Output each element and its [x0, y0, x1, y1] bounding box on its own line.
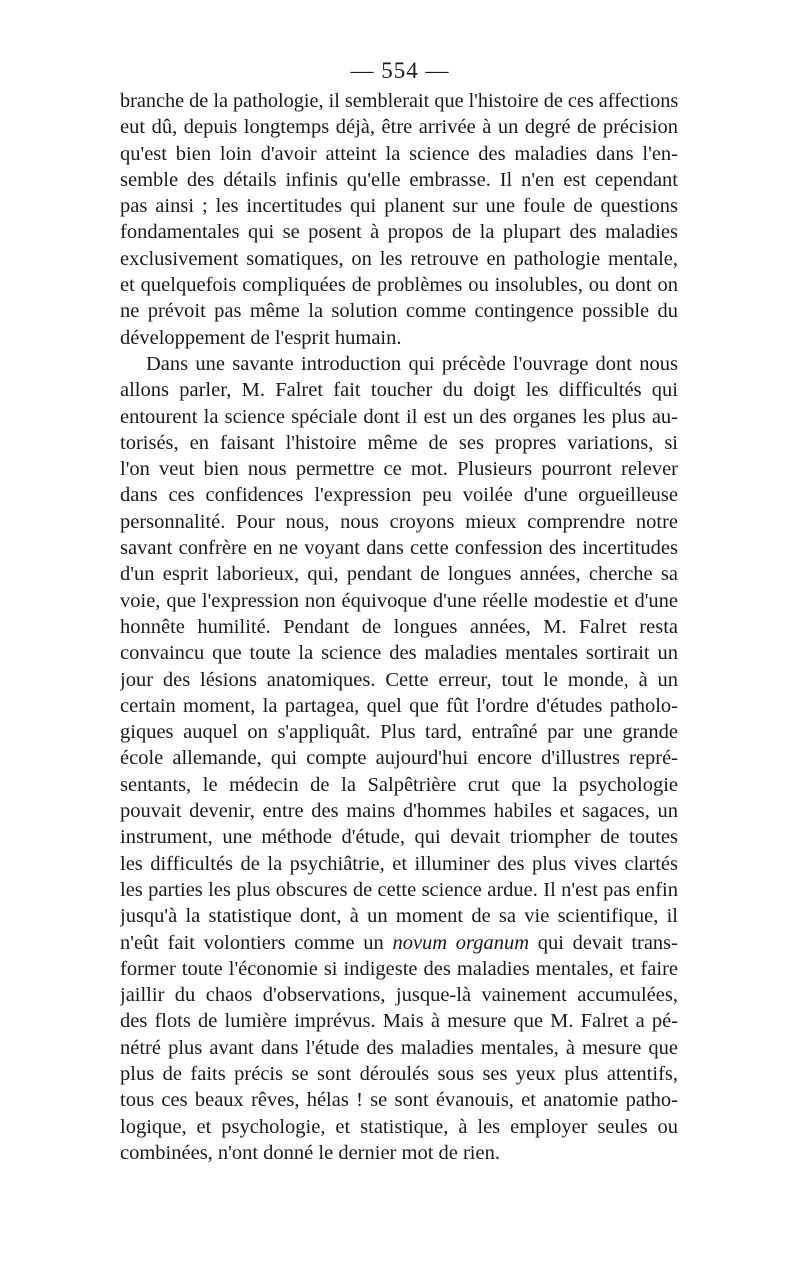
text-line: dans ces confidences l'expression peu voilée d'une orgueilleuse — [120, 484, 678, 507]
page-number: — 554 — — [350, 58, 450, 83]
text-line: d'un esprit laborieux, qui, pendant de longues années, cherche sa — [120, 563, 678, 586]
text-line: exclusivement somatiques, on les retrouve en pathologie mentale, — [120, 247, 678, 270]
text-line: entourent la science spéciale dont il est un des organes les plus au- — [120, 405, 678, 428]
text-line: personnalité. Pour nous, nous croyons mieux comprendre notre — [120, 510, 678, 533]
text-line: n'eût fait volontiers comme un novum organum qui devait trans- — [120, 931, 678, 954]
text-line: combinées, n'ont donné le dernier mot de rien. — [120, 1141, 500, 1164]
text-line: Dans une savante introduction qui précède l'ouvrage dont nous — [146, 352, 678, 375]
text-line: nétré plus avant dans l'étude des maladies mentales, à mesure que — [120, 1036, 678, 1059]
text-line: jaillir du chaos d'observations, jusque-là vainement accumulées, — [120, 984, 678, 1007]
text-line: former toute l'économie si indigeste des maladies mentales, et faire — [120, 957, 678, 980]
text-line: giques auquel on s'appliquât. Plus tard, entraîné par une grande — [120, 721, 678, 744]
text-line: ne prévoit pas même la solution comme contingence possible du — [120, 300, 678, 323]
text-line: tous ces beaux rêves, hélas ! se sont évanouis, et anatomie patho- — [120, 1089, 678, 1112]
text-line: plus de faits précis se sont déroulés sous ses yeux plus attentifs, — [120, 1062, 678, 1085]
text-line: et quelquefois compliquées de problèmes ou insolubles, ou dont on — [120, 274, 678, 297]
text-line: développement de l'esprit humain. — [120, 326, 402, 349]
text-line: sentants, le médecin de la Salpêtrière crut que la psychologie — [120, 773, 678, 796]
text-line: allons parler, M. Falret fait toucher du doigt les difficultés qui — [120, 379, 678, 402]
text-line: jusqu'à la statistique dont, à un moment de sa vie scientifique, il — [120, 905, 678, 928]
text-line: école allemande, qui compte aujourd'hui encore d'illustres repré- — [120, 747, 678, 770]
text-line: qu'est bien loin d'avoir atteint la science des maladies dans l'en- — [120, 142, 678, 165]
text-line: certain moment, la partagea, quel que fût l'ordre d'études patholo- — [120, 694, 678, 717]
italic-phrase: novum organum — [392, 931, 530, 954]
text-line: les parties les plus obscures de cette science ardue. Il n'est pas enfin — [120, 878, 678, 901]
body-text — [120, 88, 678, 1166]
text-line: pouvait devenir, entre des mains d'hommes habiles et sagaces, un — [120, 800, 678, 823]
text-line: semble des détails infinis qu'elle embrasse. Il n'en est cependant — [120, 168, 678, 191]
text-line: logique, et psychologie, et statistique, à les employer seules ou — [120, 1115, 678, 1138]
text-line: pas ainsi ; les incertitudes qui planent sur une foule de questions — [120, 195, 678, 218]
text-line: torisés, en faisant l'histoire même de ses propres variations, si — [120, 431, 678, 454]
text-line: convaincu que toute la science des maladies mentales sortirait un — [120, 642, 678, 665]
text-line: eut dû, depuis longtemps déjà, être arrivée à un degré de précision — [120, 116, 678, 139]
text-line: des flots de lumière imprévus. Mais à mesure que M. Falret a pé- — [120, 1010, 678, 1033]
text-line: instrument, une méthode d'étude, qui devait triompher de toutes — [120, 826, 678, 849]
text-line: honnête humilité. Pendant de longues années, M. Falret resta — [120, 615, 678, 638]
text-line: l'on veut bien nous permettre ce mot. Plusieurs pourront relever — [120, 458, 678, 481]
text-line: les difficultés de la psychiâtrie, et illuminer des plus vives clartés — [120, 852, 678, 875]
text-line: fondamentales qui se posent à propos de la plupart des maladies — [120, 221, 678, 244]
text-line: voie, que l'expression non équivoque d'une réelle modestie et d'une — [120, 589, 678, 612]
text-line: branche de la pathologie, il semblerait que l'histoire de ces affections — [120, 90, 678, 112]
text-line: savant confrère en ne voyant dans cette confession des incertitudes — [120, 537, 678, 560]
text-line: jour des lésions anatomiques. Cette erreur, tout le monde, à un — [120, 668, 678, 691]
